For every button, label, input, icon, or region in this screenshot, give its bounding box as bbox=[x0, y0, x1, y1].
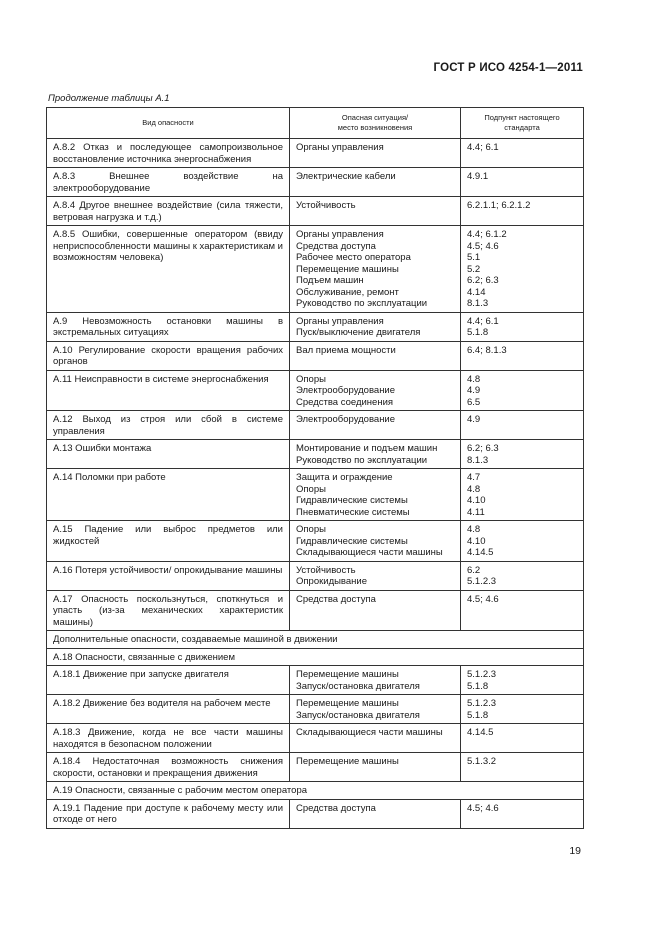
column-header-clause-line2: стандарта bbox=[504, 123, 540, 132]
hazard-cell: А.15 Падение или выброс предметов или жидкостей bbox=[47, 521, 290, 562]
hazard-cell: А.8.2 Отказ и последующее самопроизвольное восстановление источника энергоснабжения bbox=[47, 139, 290, 168]
situation-item: Органы управления bbox=[296, 229, 384, 240]
table-row bbox=[47, 799, 584, 828]
situation-cell bbox=[290, 312, 461, 341]
table-section-row bbox=[47, 648, 584, 666]
page-number: 19 bbox=[569, 845, 581, 857]
column-header-hazard: Вид опасности bbox=[47, 108, 290, 139]
clause-cell bbox=[461, 197, 584, 226]
situation-item: Средства соединения bbox=[296, 396, 394, 408]
situation-item: Гидравлические системы bbox=[296, 495, 408, 506]
situation-cell bbox=[290, 724, 461, 753]
hazard-cell: А.18.2 Движение без водителя на рабочем месте bbox=[47, 695, 290, 724]
table-row bbox=[47, 561, 584, 590]
hazard-cell: А.12 Выход из строя или сбой в системе управления bbox=[47, 411, 290, 440]
table-row bbox=[47, 168, 584, 197]
table-row bbox=[47, 226, 584, 313]
table-row bbox=[47, 370, 584, 411]
clause-cell bbox=[461, 521, 584, 562]
situation-item: Электрооборудование bbox=[296, 414, 396, 425]
situation-cell bbox=[290, 226, 461, 313]
situation-item: Гидравлические системы bbox=[296, 535, 408, 547]
clause-item: 8.1.3 bbox=[467, 454, 489, 466]
clause-item: 4.14.5 bbox=[467, 547, 494, 558]
table-row bbox=[47, 440, 584, 469]
situation-cell bbox=[290, 695, 461, 724]
table-body bbox=[47, 139, 584, 829]
hazard-cell: А.18.4 Недостаточная возможность снижения скорости, остановки и прекращения движения bbox=[47, 753, 290, 782]
clause-item: 4.10 bbox=[467, 535, 486, 547]
situation-item: Защита и ограждение bbox=[296, 472, 393, 483]
table-row bbox=[47, 139, 584, 168]
column-header-situation bbox=[290, 108, 461, 139]
clause-item: 5.1.8 bbox=[467, 327, 489, 338]
clause-cell bbox=[461, 695, 584, 724]
clause-cell bbox=[461, 168, 584, 197]
clause-item: 4.5; 4.6 bbox=[467, 593, 499, 605]
situation-item: Опрокидывание bbox=[296, 576, 367, 587]
situation-item: Складывающиеся части машины bbox=[296, 727, 443, 738]
section-heading: Дополнительные опасности, создаваемые машиной в движении bbox=[47, 631, 584, 649]
situation-item: Перемещение машины bbox=[296, 756, 399, 767]
clause-item: 4.4; 6.1 bbox=[467, 315, 499, 327]
clause-item: 5.1.3.2 bbox=[467, 756, 497, 767]
situation-item: Перемещение машины bbox=[296, 669, 399, 680]
clause-item: 4.14 bbox=[467, 286, 486, 298]
clause-item: 4.9 bbox=[467, 414, 481, 425]
situation-item: Средства доступа bbox=[296, 802, 376, 814]
situation-item: Средства доступа bbox=[296, 240, 376, 252]
situation-item: Обслуживание, ремонт bbox=[296, 286, 399, 298]
situation-cell bbox=[290, 753, 461, 782]
situation-cell bbox=[290, 440, 461, 469]
table-row bbox=[47, 341, 584, 370]
table-row bbox=[47, 521, 584, 562]
situation-item: Вал приема мощности bbox=[296, 344, 396, 356]
situation-item: Перемещение машины bbox=[296, 263, 399, 275]
situation-item: Органы управления bbox=[296, 142, 384, 153]
clause-item: 6.2; 6.3 bbox=[467, 275, 499, 286]
clause-item: 4.7 bbox=[467, 472, 481, 483]
situation-cell bbox=[290, 341, 461, 370]
clause-cell bbox=[461, 590, 584, 631]
table-caption: Продолжение таблицы А.1 bbox=[48, 93, 170, 104]
clause-cell bbox=[461, 799, 584, 828]
situation-cell bbox=[290, 561, 461, 590]
situation-item: Электрооборудование bbox=[296, 385, 396, 396]
situation-item: Устойчивость bbox=[296, 564, 356, 576]
clause-item: 5.2 bbox=[467, 263, 481, 275]
hazard-cell: А.10 Регулирование скорости вращения рабочих органов bbox=[47, 341, 290, 370]
table-header-row bbox=[47, 108, 584, 139]
table-row bbox=[47, 469, 584, 521]
clause-item: 5.1.2.3 bbox=[467, 669, 497, 680]
clause-cell bbox=[461, 440, 584, 469]
clause-item: 4.5; 4.6 bbox=[467, 240, 499, 252]
clause-item: 6.4; 8.1.3 bbox=[467, 344, 507, 356]
clause-item: 4.11 bbox=[467, 506, 485, 518]
clause-item: 4.10 bbox=[467, 495, 486, 506]
hazard-cell: А.11 Неисправности в системе энергоснабжения bbox=[47, 370, 290, 411]
clause-item: 5.1.8 bbox=[467, 709, 489, 721]
clause-item: 4.9.1 bbox=[467, 171, 489, 182]
table-row bbox=[47, 312, 584, 341]
situation-cell bbox=[290, 590, 461, 631]
situation-cell bbox=[290, 370, 461, 411]
situation-cell bbox=[290, 521, 461, 562]
clause-item: 6.2 bbox=[467, 564, 481, 576]
hazard-cell: А.9 Невозможность остановки машины в экстремальных ситуациях bbox=[47, 312, 290, 341]
clause-item: 4.8 bbox=[467, 524, 481, 535]
clause-cell bbox=[461, 226, 584, 313]
clause-item: 4.8 bbox=[467, 483, 481, 495]
situation-item: Монтирование и подъем машин bbox=[296, 443, 438, 454]
hazard-cell: А.18.3 Движение, когда не все части машины находятся в безопасном положении bbox=[47, 724, 290, 753]
situation-cell bbox=[290, 139, 461, 168]
situation-item: Руководство по эксплуатации bbox=[296, 298, 428, 309]
situation-cell bbox=[290, 799, 461, 828]
clause-cell bbox=[461, 561, 584, 590]
table-row bbox=[47, 666, 584, 695]
clause-cell bbox=[461, 469, 584, 521]
situation-cell bbox=[290, 168, 461, 197]
clause-item: 4.4; 6.1 bbox=[467, 142, 499, 153]
table-section-row bbox=[47, 782, 584, 800]
hazard-cell: А.16 Потеря устойчивости/ опрокидывание машины bbox=[47, 561, 290, 590]
clause-item: 5.1.2.3 bbox=[467, 576, 497, 587]
clause-cell bbox=[461, 341, 584, 370]
situation-item: Опоры bbox=[296, 373, 326, 385]
hazard-cell: А.8.4 Другое внешнее воздействие (сила тяжести, ветровая нагрузка и т.д.) bbox=[47, 197, 290, 226]
column-header-situation-line2: место возникновения bbox=[337, 123, 413, 132]
clause-item: 6.2; 6.3 bbox=[467, 443, 499, 454]
clause-item: 6.5 bbox=[467, 396, 481, 408]
situation-item: Пуск/выключение двигателя bbox=[296, 327, 421, 338]
situation-cell bbox=[290, 197, 461, 226]
situation-item: Руководство по эксплуатации bbox=[296, 454, 428, 466]
situation-item: Органы управления bbox=[296, 315, 384, 327]
clause-cell bbox=[461, 411, 584, 440]
hazard-cell: А.19.1 Падение при доступе к рабочему месту или отходе от него bbox=[47, 799, 290, 828]
clause-cell bbox=[461, 666, 584, 695]
hazard-cell: А.8.5 Ошибки, совершенные оператором (ввиду неприспособленности машины к характеристикам и возможностям человека) bbox=[47, 226, 290, 313]
clause-item: 4.14.5 bbox=[467, 727, 494, 738]
table-row bbox=[47, 197, 584, 226]
hazard-cell: А.17 Опасность поскользнуться, споткнуться и упасть (из-за механических характеристик машины) bbox=[47, 590, 290, 631]
hazard-cell: А.13 Ошибки монтажа bbox=[47, 440, 290, 469]
clause-cell bbox=[461, 370, 584, 411]
clause-item: 5.1.8 bbox=[467, 680, 489, 692]
situation-item: Пневматические системы bbox=[296, 506, 410, 518]
situation-cell bbox=[290, 666, 461, 695]
table-row bbox=[47, 724, 584, 753]
clause-cell bbox=[461, 724, 584, 753]
clause-item: 5.1.2.3 bbox=[467, 698, 497, 709]
situation-item: Запуск/остановка двигателя bbox=[296, 680, 420, 692]
situation-item: Опоры bbox=[296, 483, 326, 495]
situation-item: Запуск/остановка двигателя bbox=[296, 709, 420, 721]
hazard-table bbox=[46, 107, 584, 829]
situation-item: Перемещение машины bbox=[296, 698, 399, 709]
clause-cell bbox=[461, 753, 584, 782]
clause-item: 5.1 bbox=[467, 252, 481, 263]
table-section-row bbox=[47, 631, 584, 649]
clause-cell bbox=[461, 139, 584, 168]
table-row bbox=[47, 411, 584, 440]
situation-cell bbox=[290, 469, 461, 521]
clause-item: 4.8 bbox=[467, 373, 481, 385]
table-row bbox=[47, 695, 584, 724]
situation-item: Электрические кабели bbox=[296, 171, 396, 182]
hazard-cell: А.8.3 Внешнее воздействие на электрооборудование bbox=[47, 168, 290, 197]
document-id: ГОСТ Р ИСО 4254-1—2011 bbox=[433, 62, 583, 74]
column-header-situation-line1: Опасная ситуация/ bbox=[341, 113, 409, 122]
clause-item: 6.2.1.1; 6.2.1.2 bbox=[467, 200, 531, 211]
section-heading: А.19 Опасности, связанные с рабочим местом оператора bbox=[47, 782, 584, 800]
table-row bbox=[47, 753, 584, 782]
section-heading: А.18 Опасности, связанные с движением bbox=[47, 648, 584, 666]
situation-item: Устойчивость bbox=[296, 200, 356, 211]
clause-item: 4.9 bbox=[467, 385, 481, 396]
clause-item: 4.4; 6.1.2 bbox=[467, 229, 507, 240]
hazard-cell: А.18.1 Движение при запуске двигателя bbox=[47, 666, 290, 695]
column-header-clause bbox=[461, 108, 584, 139]
situation-item: Подъем машин bbox=[296, 275, 364, 286]
column-header-clause-line1: Подпункт настоящего bbox=[484, 113, 560, 122]
situation-cell bbox=[290, 411, 461, 440]
situation-item: Складывающиеся части машины bbox=[296, 547, 443, 558]
situation-item: Опоры bbox=[296, 524, 326, 535]
situation-item: Средства доступа bbox=[296, 593, 376, 605]
situation-item: Рабочее место оператора bbox=[296, 252, 411, 263]
clause-item: 4.5; 4.6 bbox=[467, 802, 499, 814]
clause-cell bbox=[461, 312, 584, 341]
clause-item: 8.1.3 bbox=[467, 298, 489, 309]
table-row bbox=[47, 590, 584, 631]
hazard-cell: А.14 Поломки при работе bbox=[47, 469, 290, 521]
